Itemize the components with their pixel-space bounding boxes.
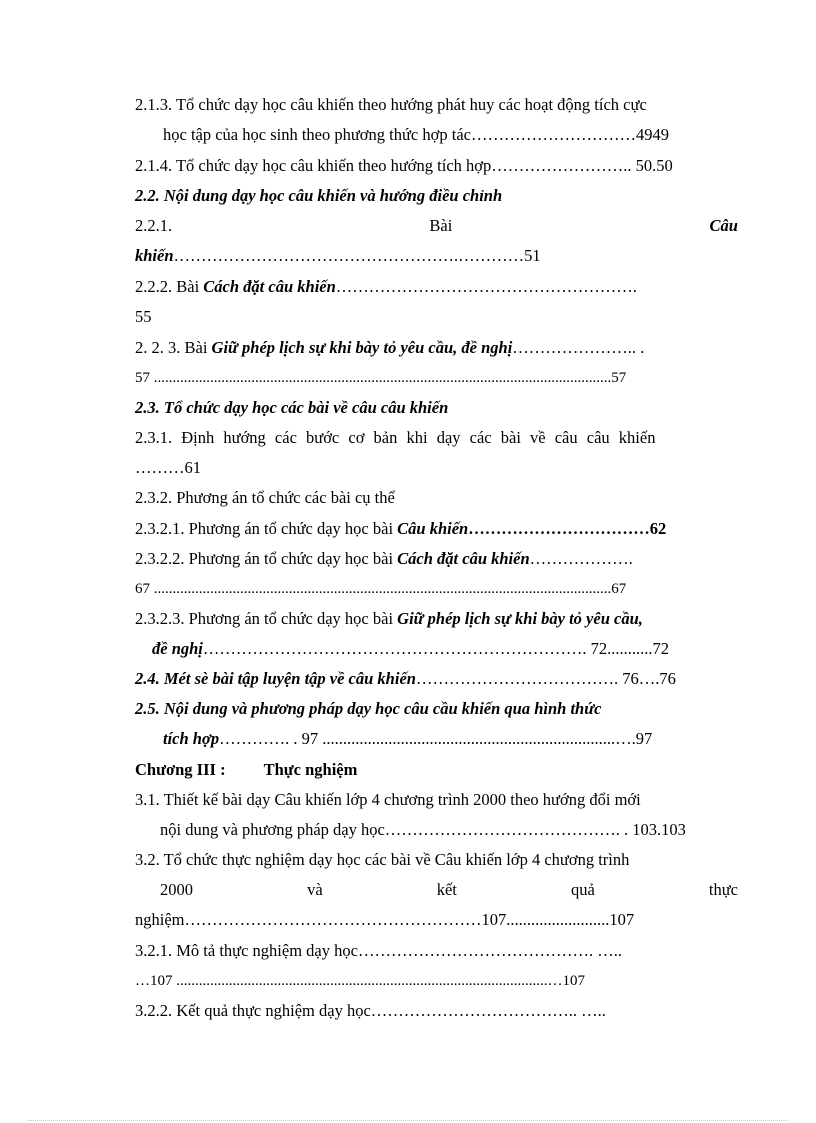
toc-entry-3-2-1-cont: …107 ...................................................................................................…107 (135, 973, 585, 989)
toc-entry-3-1-cont: nội dung và phương pháp dạy học……………………………………. . 103.103 (160, 820, 686, 839)
toc-entry-3-2-cont2: nghiệm………………………………………………107.........................107 (135, 910, 635, 929)
toc-leader: ………………. (529, 549, 633, 568)
toc-word: thực (708, 880, 738, 899)
toc-leader: …………. . 97 .......................................................................….97 (219, 729, 653, 748)
toc-entry-2-3-1-cont: ………61 (135, 458, 201, 477)
toc-heading-title: tích hợp (163, 729, 220, 748)
toc-heading-title: 2.4. Mét sè bài tập luyện tập về câu khiến (135, 669, 416, 688)
toc-lesson-title: Cách đặt câu khiến (203, 277, 336, 296)
toc-heading-2-3: 2.3. Tổ chức dạy học các bài về câu câu khiến (135, 398, 449, 417)
toc-entry-2-1-4: 2.1.4. Tổ chức dạy học câu khiến theo hướng tích hợp…………………….. 50.50 (135, 156, 673, 175)
toc-entry-2-3-2-2-cont: 67 ..........................................................................................................................67 (135, 581, 627, 597)
toc-number: 2.3.2.3. Phương án tổ chức dạy học bài (135, 609, 398, 628)
toc-leader: …………………………………………….…………51 (173, 246, 541, 265)
toc-entry-2-1-3: 2.1.3. Tổ chức dạy học câu khiến theo hướng phát huy các hoạt động tích cực (135, 95, 647, 114)
toc-entry-2-2-1 (135, 215, 738, 237)
toc-word: quả (570, 880, 595, 899)
toc-entry-2-3-1 (135, 427, 738, 449)
toc-entry-2-3-2: 2.3.2. Phương án tổ chức các bài cụ thể (135, 488, 395, 507)
toc-lesson-title: Giữ phép lịch sự khi bày tỏ yêu cầu, đề nghị (211, 338, 513, 357)
toc-number: 2.3.2.2. Phương án tổ chức dạy học bài (135, 549, 398, 568)
chapter-number: Chương III : (135, 760, 226, 779)
toc-leader: ……………………………………………………………. 72...........72 (202, 639, 670, 658)
toc-entry-2-2-1-cont (135, 245, 541, 267)
toc-entry-2-2-3 (135, 337, 644, 359)
toc-number: 2. 2. 3. Bài (135, 338, 212, 357)
toc-leader: ………………….. . (512, 338, 645, 357)
toc-chapter-3 (135, 759, 357, 781)
page-bottom-rule (28, 1120, 788, 1121)
toc-number: 2.2.2. Bài (135, 277, 204, 296)
toc-entry-3-2: 3.2. Tổ chức thực nghiệm dạy học các bài về Câu khiến lớp 4 chương trình (135, 850, 630, 869)
toc-lesson-title: Giữ phép lịch sự khi bày tỏ yêu cầu, (397, 609, 643, 628)
toc-leader: ………………………………. 76….76 (415, 669, 676, 688)
toc-entry-2-2-2 (135, 276, 637, 298)
toc-entry-2-1-3-cont: học tập của học sinh theo phương thức hợp tác…………………………4949 (163, 125, 669, 144)
toc-heading-2-5-cont (163, 728, 652, 750)
toc-number: 2.2.1. (135, 216, 173, 235)
toc-word: kết (436, 880, 457, 899)
toc-page-number: 55 (135, 307, 152, 326)
toc-entry-2-3-2-1 (135, 518, 666, 540)
toc-entry-3-2-1: 3.2.1. Mô tả thực nghiệm dạy học……………………………………. ….. (135, 941, 622, 960)
toc-entry-3-1: 3.1. Thiết kế bài dạy Câu khiến lớp 4 chương trình 2000 theo hướng đổi mới (135, 790, 641, 809)
toc-entry-2-3-2-3 (135, 608, 643, 630)
toc-entry-2-3-2-2 (135, 548, 633, 570)
toc-leader: ………………………………………………. (335, 277, 637, 296)
toc-entry-3-2-cont (160, 879, 738, 901)
toc-heading-2-2: 2.2. Nội dung dạy học câu khiến và hướng điều chỉnh (135, 186, 503, 205)
toc-heading-2-4 (135, 668, 676, 690)
toc-number: 2.3.2.1. Phương án tổ chức dạy học bài (135, 519, 398, 538)
toc-word: và (307, 880, 323, 899)
toc-word: Bài (429, 216, 453, 235)
toc-heading-2-5: 2.5. Nội dung và phương pháp dạy học câu cầu khiến qua hình thức (135, 699, 602, 718)
toc-lesson-title: Câu (709, 216, 738, 235)
toc-lesson-title: khiến (135, 246, 174, 265)
toc-word: 2000 (160, 880, 193, 899)
toc-lesson-title: Cách đặt câu khiến (397, 549, 530, 568)
toc-entry-2-2-3-cont: 57 ..........................................................................................................................57 (135, 370, 627, 386)
toc-lesson-title: đề nghị (152, 639, 203, 658)
toc-lesson-title: Câu khiến (397, 519, 469, 538)
toc-entry-2-3-2-3-cont (152, 638, 669, 660)
toc-leader: ……………………………62 (468, 519, 667, 538)
toc-entry-3-2-2: 3.2.2. Kết quả thực nghiệm dạy học……………………………….. ….. (135, 1001, 606, 1020)
chapter-title: Thực nghiệm (263, 760, 358, 779)
toc-title: 2.3.1. Định hướng các bước cơ bản khi dạy các bài về câu câu khiến (135, 428, 656, 447)
